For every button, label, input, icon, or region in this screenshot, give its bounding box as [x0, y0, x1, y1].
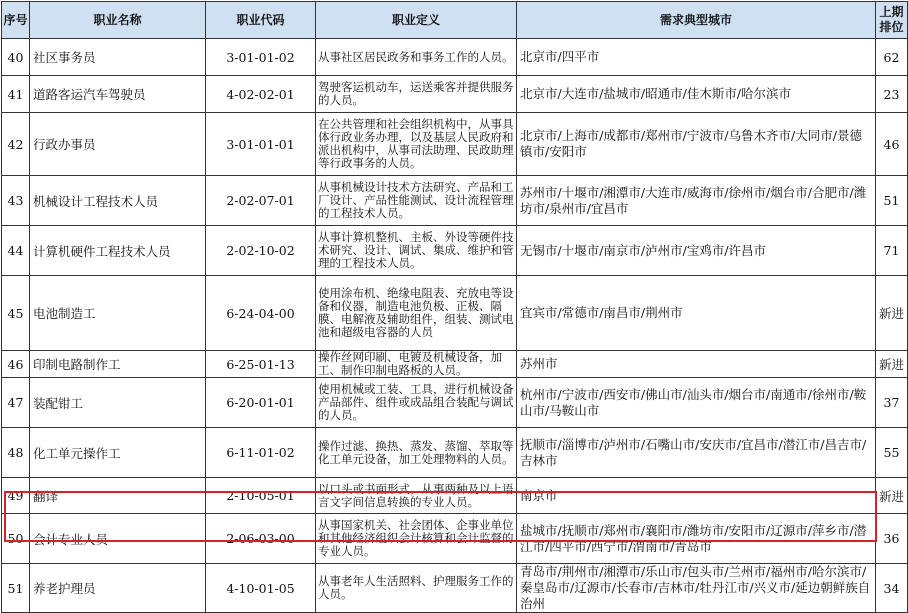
- table-row: [2, 428, 908, 478]
- row-no: 48: [2, 428, 30, 478]
- row-definition: 在公共管理和社会组织机构中，从事具体行政业务办理，以及基层人民政府和派出机构中，从事司法助理、民政助理等行政事务的人员。: [316, 113, 517, 176]
- row-name: 翻译: [30, 478, 206, 514]
- row-code: 6-20-01-01: [206, 378, 316, 428]
- table-row: [2, 276, 908, 351]
- row-name: 社区事务员: [30, 39, 206, 76]
- row-code: 2-06-03-00: [206, 514, 316, 564]
- row-code: 4-10-01-05: [206, 564, 316, 613]
- row-name: 电池制造工: [30, 276, 206, 351]
- row-cities: 无锡市/十堰市/南京市/泸州市/宝鸡市/许昌市: [517, 226, 876, 276]
- header-code: 职业代码: [206, 2, 316, 39]
- header-cities: 需求典型城市: [517, 2, 876, 39]
- row-definition: 操作丝网印刷、电镀及机械设备，加工、制作印制电路板的人员。: [316, 351, 517, 378]
- row-cities: 苏州市: [517, 351, 876, 378]
- row-definition: 驾驶客运机动车，运送乘客并提供服务的人员。: [316, 76, 517, 113]
- row-no: 43: [2, 176, 30, 226]
- row-prev-rank: 51: [876, 176, 908, 226]
- row-prev-rank: 55: [876, 428, 908, 478]
- row-prev-rank: 新进: [876, 351, 908, 378]
- row-code: 2-02-07-01: [206, 176, 316, 226]
- row-prev-rank: 37: [876, 378, 908, 428]
- row-name: 装配钳工: [30, 378, 206, 428]
- row-prev-rank: 34: [876, 564, 908, 613]
- row-cities: 南京市: [517, 478, 876, 514]
- header-prev-rank: 上期排位: [876, 2, 908, 39]
- row-no: 44: [2, 226, 30, 276]
- row-no: 47: [2, 378, 30, 428]
- table-row: [2, 351, 908, 378]
- occupation-table: [1, 1, 908, 613]
- row-cities: 青岛市/荆州市/湘潭市/乐山市/包头市/兰州市/福州市/哈尔滨市/秦皇岛市/辽源市/长春市/吉林市/牡丹江市/兴义市/延边朝鲜族自治州: [517, 564, 876, 613]
- row-no: 50: [2, 514, 30, 564]
- header-name: 职业名称: [30, 2, 206, 39]
- row-prev-rank: 23: [876, 76, 908, 113]
- table-row: [2, 478, 908, 514]
- row-no: 49: [2, 478, 30, 514]
- table-row: [2, 113, 908, 176]
- row-cities: 北京市/四平市: [517, 39, 876, 76]
- table-row: [2, 378, 908, 428]
- row-code: 4-02-02-01: [206, 76, 316, 113]
- row-prev-rank: 71: [876, 226, 908, 276]
- table-header-row: [2, 2, 908, 39]
- row-name: 印制电路制作工: [30, 351, 206, 378]
- table-row: [2, 76, 908, 113]
- row-cities: 苏州市/十堰市/湘潭市/大连市/威海市/徐州市/烟台市/合肥市/潍坊市/泉州市/宜昌市: [517, 176, 876, 226]
- row-name: 道路客运汽车驾驶员: [30, 76, 206, 113]
- row-name: 养老护理员: [30, 564, 206, 613]
- row-definition: 使用涂布机、绝缘电阻表、充放电等设备和仪器，制造电池负极、正极、隔膜、电解液及辅助组件，组装、测试电池和超级电容器的人员: [316, 276, 517, 351]
- row-cities: 盐城市/抚顺市/郑州市/襄阳市/潍坊市/安阳市/辽源市/萍乡市/潜江市/四平市/西宁市/渭南市/青岛市: [517, 514, 876, 564]
- row-prev-rank: 36: [876, 514, 908, 564]
- table-row: [2, 564, 908, 613]
- row-no: 51: [2, 564, 30, 613]
- row-name: 化工单元操作工: [30, 428, 206, 478]
- row-no: 46: [2, 351, 30, 378]
- row-prev-rank: 62: [876, 39, 908, 76]
- row-cities: 北京市/大连市/盐城市/昭通市/佳木斯市/哈尔滨市: [517, 76, 876, 113]
- row-definition: 以口头或书面形式，从事两种及以上语言文字间信息转换的专业人员。: [316, 478, 517, 514]
- row-cities: 宜宾市/常德市/南昌市/荆州市: [517, 276, 876, 351]
- table-row: [2, 39, 908, 76]
- row-name: 机械设计工程技术人员: [30, 176, 206, 226]
- row-no: 41: [2, 76, 30, 113]
- row-prev-rank: 46: [876, 113, 908, 176]
- table-row-highlighted: [2, 514, 908, 564]
- row-definition: 从事老年人生活照料、护理服务工作的人员。: [316, 564, 517, 613]
- row-definition: 从事社区居民政务和事务工作的人员。: [316, 39, 517, 76]
- row-prev-rank: 新进: [876, 276, 908, 351]
- row-code: 6-11-01-02: [206, 428, 316, 478]
- row-definition: 从事机械设计技术方法研究、产品和工厂设计、产品性能测试、设计流程管理的工程技术人员。: [316, 176, 517, 226]
- header-definition: 职业定义: [316, 2, 517, 39]
- row-no: 42: [2, 113, 30, 176]
- row-code: 2-02-10-02: [206, 226, 316, 276]
- row-code: 6-24-04-00: [206, 276, 316, 351]
- row-no: 40: [2, 39, 30, 76]
- row-no: 45: [2, 276, 30, 351]
- table-row: [2, 176, 908, 226]
- row-definition: 从事计算机整机、主板、外设等硬件技术研究、设计、调试、集成、维护和管理的工程技术人员。: [316, 226, 517, 276]
- row-code: 3-01-01-02: [206, 39, 316, 76]
- row-prev-rank: 新进: [876, 478, 908, 514]
- table-row: [2, 226, 908, 276]
- row-name: 计算机硬件工程技术人员: [30, 226, 206, 276]
- row-code: 2-10-05-01: [206, 478, 316, 514]
- row-cities: 抚顺市/淄博市/泸州市/石嘴山市/安庆市/宜昌市/潜江市/昌吉市/吉林市: [517, 428, 876, 478]
- row-cities: 北京市/上海市/成都市/郑州市/宁波市/乌鲁木齐市/大同市/景德镇市/安阳市: [517, 113, 876, 176]
- row-code: 3-01-01-01: [206, 113, 316, 176]
- row-name: 行政办事员: [30, 113, 206, 176]
- row-code: 6-25-01-13: [206, 351, 316, 378]
- row-cities: 杭州市/宁波市/西安市/佛山市/汕头市/烟台市/南通市/徐州市/鞍山市/马鞍山市: [517, 378, 876, 428]
- header-no: 序号: [2, 2, 30, 39]
- row-definition: 操作过滤、换热、蒸发、蒸馏、萃取等化工单元设备，加工处理物料的人员。: [316, 428, 517, 478]
- row-definition: 从事国家机关、社会团体、企事业单位和其他经济组织会计核算和会计监督的专业人员。: [316, 514, 517, 564]
- row-name: 会计专业人员: [30, 514, 206, 564]
- row-definition: 使用机械或工装、工具，进行机械设备产品部件、组件或成品组合装配与调试的人员。: [316, 378, 517, 428]
